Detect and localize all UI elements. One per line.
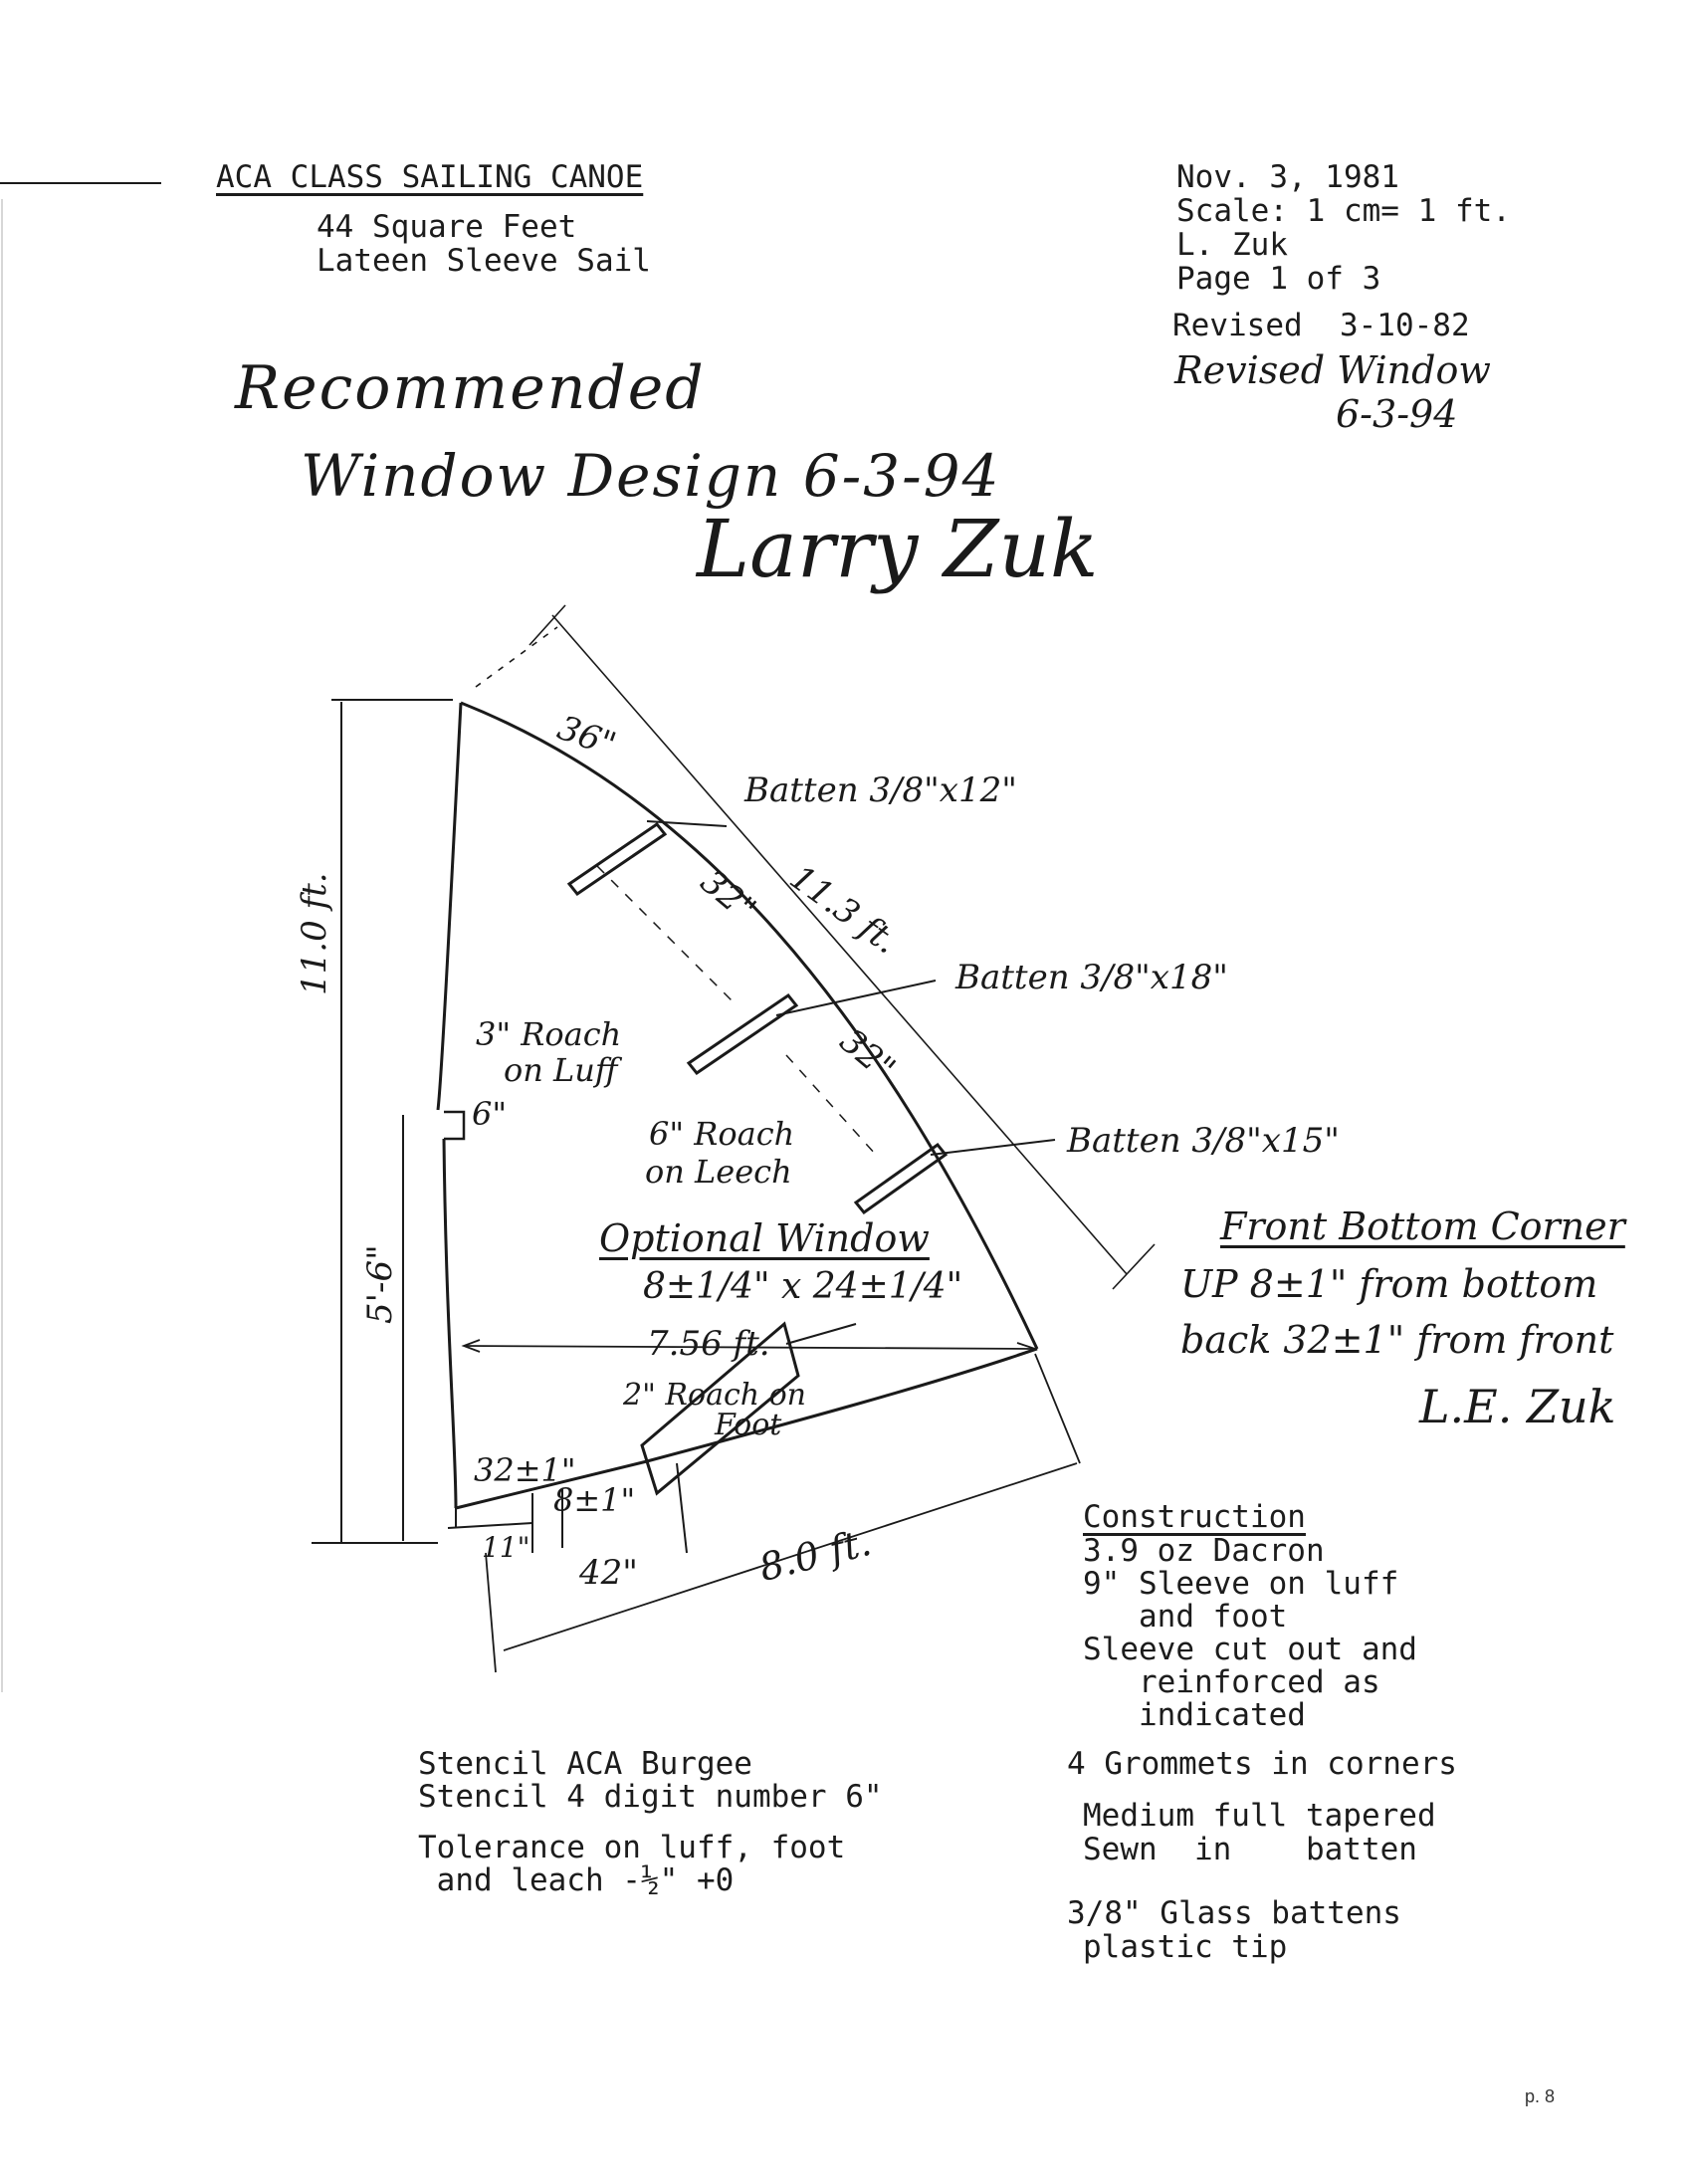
author-name: L. Zuk xyxy=(1176,227,1288,263)
glass-battens-2: plastic tip xyxy=(1083,1929,1288,1965)
label-leech-length: 11.3 ft. xyxy=(782,857,906,963)
label-dim-32: 32±1" xyxy=(474,1451,576,1489)
page-indicator: Page 1 of 3 xyxy=(1176,261,1381,297)
tolerance-line-2: and leach -½" +0 xyxy=(418,1862,735,1898)
label-luff-height: 11.0 ft. xyxy=(295,872,334,995)
glass-battens-1: 3/8" Glass battens xyxy=(1067,1895,1401,1931)
construction-line-6: indicated xyxy=(1083,1697,1306,1733)
construction-line-4: Sleeve cut out and xyxy=(1083,1632,1417,1667)
recommended-note: Recommended xyxy=(235,353,706,423)
label-foot-length: 8.0 ft. xyxy=(754,1519,876,1591)
label-dim-8: 8±1" xyxy=(553,1481,636,1519)
label-width-756: 7.56 ft. xyxy=(647,1324,770,1364)
label-dim-11: 11" xyxy=(482,1531,530,1564)
tolerance-line-1: Tolerance on luff, foot xyxy=(418,1830,846,1865)
document-title: ACA CLASS SAILING CANOE xyxy=(216,159,644,195)
luff-roach-notch xyxy=(444,1112,464,1139)
label-roach-luff-2: on Luff xyxy=(504,1051,618,1089)
label-roach-leech-1: 6" Roach xyxy=(649,1115,795,1153)
foot-dim-ext-left xyxy=(486,1553,496,1672)
label-top-36: 36" xyxy=(551,708,621,765)
label-batten-1: Batten 3/8"x12" xyxy=(744,770,1017,810)
signature-le-zuk: L.E. Zuk xyxy=(1419,1380,1616,1433)
label-roach-luff-6: 6" xyxy=(472,1095,508,1133)
construction-line-2: 9" Sleeve on luff xyxy=(1083,1566,1399,1602)
label-leech-32a: 32" xyxy=(693,861,763,931)
batten-2-leader xyxy=(776,981,936,1015)
batten-3-leader xyxy=(931,1140,1055,1155)
construction-heading: Construction xyxy=(1083,1499,1306,1535)
stencil-line-1: Stencil ACA Burgee xyxy=(418,1746,752,1782)
signature-larry-zuk: Larry Zuk xyxy=(697,503,1099,595)
label-lower-luff: 5'-6" xyxy=(360,1244,400,1324)
cutout-tick-4 xyxy=(677,1463,687,1553)
revised-window-date: 6-3-94 xyxy=(1336,392,1458,436)
leech-dim-tick-bottom xyxy=(1113,1244,1155,1289)
front-corner-line-1: UP 8±1" from bottom xyxy=(1180,1262,1598,1306)
cutout-edge xyxy=(448,1523,532,1528)
luff-lower xyxy=(444,1139,456,1508)
page-number: p. 8 xyxy=(1525,2086,1556,2106)
batten-note-2: Sewn in batten xyxy=(1083,1832,1417,1867)
window-design-note: Window Design 6-3-94 xyxy=(301,442,1001,510)
label-window-size: 8±1/4" x 24±1/4" xyxy=(643,1266,963,1307)
construction-line-3: and foot xyxy=(1083,1599,1288,1635)
leech-dim-ext xyxy=(476,627,557,687)
label-roach-luff-1: 3" Roach xyxy=(476,1015,622,1053)
grommets-note: 4 Grommets in corners xyxy=(1067,1746,1457,1782)
window-leader xyxy=(786,1324,856,1344)
revised-date: Revised 3-10-82 xyxy=(1172,308,1470,343)
leech-dimension xyxy=(476,605,1155,1289)
label-batten-2: Batten 3/8"x18" xyxy=(955,958,1228,997)
revised-window-note: Revised Window xyxy=(1174,348,1491,392)
label-leech-32b: 32" xyxy=(832,1020,903,1090)
construction-line-1: 3.9 oz Dacron xyxy=(1083,1533,1325,1569)
batten-2 xyxy=(689,995,796,1073)
luff-dimension xyxy=(312,700,453,1543)
document-date: Nov. 3, 1981 xyxy=(1176,159,1399,195)
batten-note-1: Medium full tapered xyxy=(1083,1798,1436,1834)
foot-dim-ext xyxy=(1035,1354,1080,1463)
label-optional-window: Optional Window xyxy=(599,1216,930,1260)
sail-type: Lateen Sleeve Sail xyxy=(317,243,651,279)
batten-1 xyxy=(569,824,665,894)
label-batten-3: Batten 3/8"x15" xyxy=(1067,1121,1340,1161)
construction-line-5: reinforced as xyxy=(1083,1664,1380,1700)
scale-note: Scale: 1 cm= 1 ft. xyxy=(1176,193,1511,229)
label-roach-foot-2: Foot xyxy=(715,1408,782,1442)
leech-dim-line xyxy=(552,615,1127,1274)
sail-area: 44 Square Feet xyxy=(317,209,577,245)
front-corner-line-2: back 32±1" from front xyxy=(1180,1318,1614,1362)
front-corner-title: Front Bottom Corner xyxy=(1220,1204,1625,1248)
stencil-line-2: Stencil 4 digit number 6" xyxy=(418,1779,883,1815)
label-dim-42: 42" xyxy=(579,1553,638,1593)
leech-dim-tick-top xyxy=(529,605,565,645)
label-roach-foot-1: 2" Roach on xyxy=(623,1378,806,1413)
luff-upper xyxy=(438,703,461,1110)
label-roach-leech-2: on Leech xyxy=(645,1153,792,1191)
